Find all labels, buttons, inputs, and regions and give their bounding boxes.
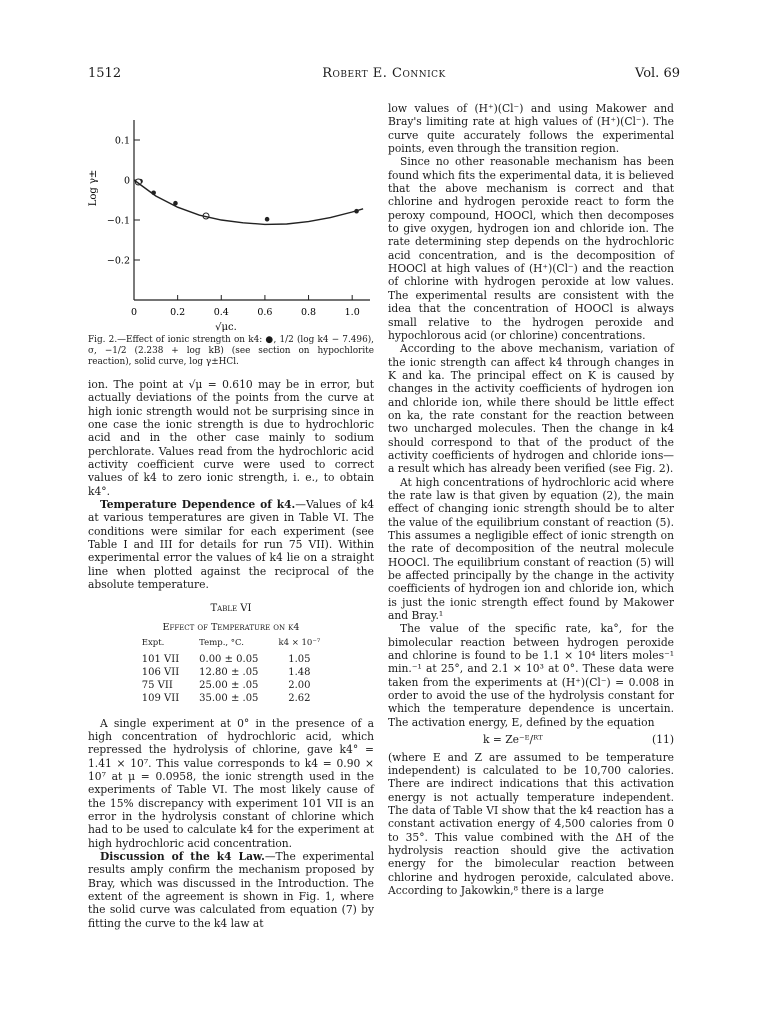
y-tick-label: −0.2	[106, 255, 130, 267]
y-tick-label: 0	[123, 175, 130, 187]
table-row	[132, 653, 330, 666]
x-tick-label: 0.6	[257, 307, 273, 318]
section-heading: Discussion of the k4 Law.	[100, 849, 265, 863]
paragraph-text: —Values of k4 at various temperatures are given in Table VI. The conditions were similar for each experiment (see Table I and III for details for run 75 VII). Within experimental error the values of k4 lie on a straight line when plotted against the reciprocal of the absolute temperature.	[88, 498, 374, 592]
page-number: 1512	[88, 66, 122, 81]
table-row	[132, 666, 330, 679]
table-vi	[132, 637, 330, 704]
table-cell: 35.00 ± .05	[199, 692, 259, 704]
paragraph: According to the above mechanism, variation of the ionic strength can affect k4 through changes in K and ka. The principal effect on K is caused by changes in the activity coefficients of hydrogen ion and chloride ion, while there should be little effect on ka, the rate constant for the reaction between two uncharged molecules. Then the change in k4 should correspond to that of the product of the activity coefficients of hydrogen and chloride ions—a result which has already been verified (see Fig. 2).	[388, 342, 674, 476]
table-cell: 0.00 ± 0.05	[199, 653, 259, 665]
table-subtitle: Effect of Temperature on k4	[162, 621, 300, 633]
table-cell: 1.48	[288, 666, 311, 678]
paragraph	[88, 498, 374, 591]
activity-coefficient-curve	[134, 180, 363, 224]
equation-11	[388, 733, 674, 746]
table-cell: 75 VII	[141, 679, 173, 691]
table-cell: 25.00 ± .05	[199, 679, 259, 691]
table-cell: 106 VII	[141, 666, 180, 678]
equation-formula: k = Ze⁻ᴱ/ᴿᵀ	[483, 733, 543, 747]
page-header	[88, 66, 680, 84]
x-tick-label: 0	[130, 307, 138, 318]
table-header: k4 × 10⁻⁷	[278, 638, 321, 649]
section-heading: Temperature Dependence of k4.	[100, 498, 296, 512]
table-cell: 109 VII	[141, 692, 180, 704]
running-author: Robert E. Connick	[322, 66, 446, 81]
table-cell: 2.00	[288, 679, 311, 691]
right-column	[388, 102, 674, 897]
ionic-strength-chart	[88, 100, 374, 334]
y-axis-label: Log γ±	[88, 169, 99, 207]
table-cell: 12.80 ± .05	[199, 666, 259, 678]
table-cell: 101 VII	[141, 653, 180, 665]
paragraph: low values of (H⁺)(Cl⁻) and using Makower and Bray's limiting rate at high values of (H⁺)(Cl⁻). The curve quite accurately follows the experimental points, even through the transition region.	[388, 102, 674, 156]
table-row	[132, 679, 330, 692]
table-cell: 2.62	[288, 692, 311, 704]
data-point-filled	[265, 217, 270, 222]
table-title: Table VI	[210, 602, 252, 614]
paragraph: A single experiment at 0° in the presence of a high concentration of hydrochloric acid, which repressed the hydrolysis of chlorine, gave k4° = 1.41 × 10⁷. This value corresponds to k4 = 0.90 × 10⁷ at μ = 0.0958, the ionic strength used in the experiments of Table VI. The most likely cause of the 15% discrepancy with experiment 101 VII is an error in the hydrolysis constant of chlorine which had to be used to calculate k4 for the experiment at high hydrochloric acid concentration.	[88, 716, 374, 850]
paragraph	[88, 850, 374, 930]
paragraph: (where E and Z are assumed to be temperature independent) is calculated to be 10,700 calories. There are indirect indications that this activation energy is not actually temperature independent. The data of Table VI show that the k4 reaction has a constant activation energy of 4,500 calories from 0 to 35°. This value combined with the ΔH of the hydrolysis reaction should give the activation energy for the bimolecular reaction between chlorine and hydrogen peroxide, calculated above. According to Jakowkin,⁸ there is a large	[388, 750, 674, 897]
paragraph-text: —The experimental results amply confirm the mechanism proposed by Bray, which was discussed in the Introduction. The extent of the agreement is shown in Fig. 1, where the solid curve was calculated from equation (7) by fitting the curve to the k4 law at	[88, 849, 375, 930]
left-column	[88, 100, 374, 930]
y-tick-label: −0.1	[106, 215, 130, 227]
paragraph: Since no other reasonable mechanism has been found which fits the experimental data, it is believed that the above mechanism is correct and that chlorine and hydrogen peroxide react to form the peroxy compound, HOOCl, which then decomposes to give oxygen, hydrogen ion and chloride ion. The rate determining step depends on the hydrochloric acid concentration, and is the decomposition of HOOCl at high values of (H⁺)(Cl⁻) and the reaction of chlorine with hydrogen peroxide at low values. The experimental results are consistent with the idea that the concentration of HOOCl is always small relative to the hydrogen peroxide and hypochlorous acid (or chlorine) concentrations.	[388, 155, 674, 342]
figure-caption: Fig. 2.—Effect of ionic strength on k4: ●, 1/2 (log k4 − 7.496), σ, −1/2 (2.238 + log kB) (see section on hypochlorite reaction), solid curve, log γ±HCl.	[88, 335, 374, 367]
y-tick-label: 0.1	[114, 135, 130, 147]
table-header: Temp., °C.	[199, 638, 244, 649]
table-header: Expt.	[141, 638, 165, 649]
x-tick-label: 1.0	[344, 307, 360, 318]
x-tick-label: 0.2	[170, 307, 186, 318]
x-axis-label: √μc.	[215, 322, 237, 333]
table-row	[132, 692, 330, 705]
volume-label: Vol. 69	[635, 66, 680, 81]
x-tick-label: 0.8	[300, 307, 317, 318]
equation-number: (11)	[652, 733, 674, 747]
paragraph: The value of the specific rate, ka°, for the bimolecular reaction between hydrogen peroxide and chlorine is found to be 1.1 × 10⁴ liters moles⁻¹ min.⁻¹ at 25°, and 2.1 × 10³ at 0°. These data were taken from the experiments at (H⁺)(Cl⁻) = 0.008 in order to avoid the use of the hydrolysis constant for which the temperature dependence is uncertain. The activation energy, E, defined by the equation	[388, 622, 674, 729]
paragraph: At high concentrations of hydrochloric acid where the rate law is that given by equation (2), the main effect of changing ionic strength should be to alter the value of the equilibrium constant of reaction (5). This assumes a negligible effect of ionic strength on the rate of decomposition of the neutral molecule HOOCl. The equilibrium constant of reaction (5) will be affected principally by the change in the activity coefficients of hydrogen ion and chloride ion, which is just the ionic strength effect found by Makower and Bray.¹	[388, 475, 674, 623]
x-tick-label: 0.4	[213, 307, 229, 318]
figure-2	[88, 100, 374, 334]
paragraph: ion. The point at √μ = 0.610 may be in error, but actually deviations of the points from the curve at high ionic strength would not be surprising since in one case the ionic strength is due to hydrochloric acid and in the other case mainly to sodium perchlorate. Values read from the hydrochloric acid activity coefficient curve were used to correct values of k4 to zero ionic strength, i. e., to obtain k4°.	[88, 378, 374, 498]
table-cell: 1.05	[288, 653, 311, 665]
